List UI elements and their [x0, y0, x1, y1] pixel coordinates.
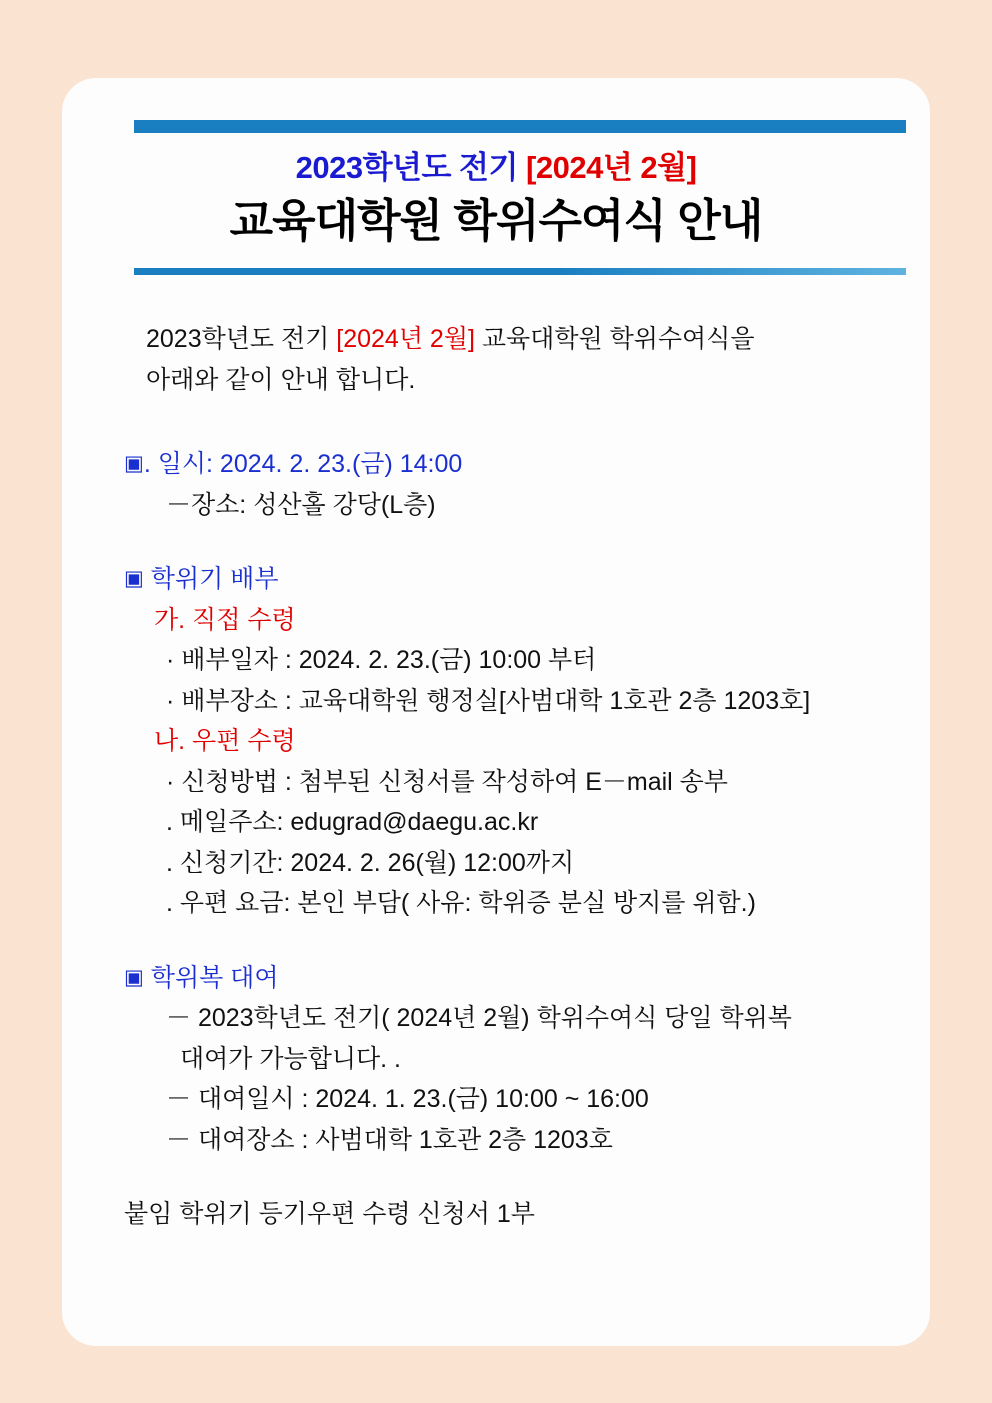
- section-gown-item-1: 대여가 가능합니다. .: [180, 1044, 401, 1073]
- section-diploma-heading-text: 학위기 배부: [143, 565, 279, 594]
- subsection-b-item-2: . 신청기간: 2024. 2. 26(월) 12:00까지: [166, 848, 575, 877]
- notice-card: [62, 78, 930, 1346]
- square-bullet-icon: ▣: [124, 452, 144, 476]
- title-block: [98, 133, 894, 258]
- spacer-3: [124, 924, 872, 958]
- subsection-a-item-1: · 배부장소 : 교육대학원 행정실[사범대학 1호관 2층 1203호]: [166, 686, 811, 715]
- intro-line-2: 아래와 같이 안내 합니다.: [146, 365, 416, 394]
- title-line-1: [98, 149, 894, 188]
- section-gown-heading: [124, 958, 872, 999]
- attachment-note: 붙임 학위기 등기우편 수령 신청서 1부: [124, 1200, 535, 1229]
- subsection-a-label: 가. 직접 수령: [154, 605, 296, 634]
- section-datetime-place: －장소: 성산홀 강당(L층): [166, 490, 436, 519]
- spacer-2: [124, 525, 872, 559]
- intro-text-a: 2023학년도 전기: [146, 325, 337, 354]
- section-datetime-heading: [124, 444, 872, 485]
- section-gown: [124, 958, 872, 1161]
- spacer-4: [124, 1160, 872, 1194]
- intro-date-highlight: [2024년 2월]: [336, 325, 475, 354]
- square-bullet-icon: ▣: [124, 965, 144, 989]
- subsection-b-item-3: . 우편 요금: 본인 부담( 사유: 학위증 분실 방지를 위함.): [166, 889, 756, 918]
- subsection-a-item-0: · 배부일자 : 2024. 2. 23.(금) 10:00 부터: [166, 646, 597, 675]
- section-gown-heading-text: 학위복 대여: [143, 963, 279, 992]
- subsection-b-item-1: . 메일주소: edugrad@daegu.ac.kr: [166, 808, 539, 837]
- title-term-label: 2023학년도 전기: [295, 150, 527, 185]
- section-diploma-heading: [124, 559, 872, 600]
- notice-inner: [62, 78, 930, 1346]
- square-bullet-icon: ▣: [124, 567, 144, 591]
- spacer-1: [124, 410, 872, 444]
- section-datetime-heading-text: . 일시: 2024. 2. 23.(금) 14:00: [143, 450, 463, 479]
- top-divider-bar: [134, 120, 906, 133]
- section-gown-item-2: － 대여일시 : 2024. 1. 23.(금) 10:00 ~ 16:00: [166, 1085, 649, 1114]
- intro-paragraph: [124, 319, 872, 400]
- subsection-b-item-0: · 신청방법 : 첨부된 신청서를 작성하여 E－mail 송부: [166, 767, 728, 796]
- section-diploma: [124, 559, 872, 924]
- section-datetime: [124, 444, 872, 525]
- intro-text-b: 교육대학원 학위수여식을: [474, 325, 755, 354]
- title-line-2: 교육대학원 학위수여식 안내: [229, 194, 763, 246]
- notice-body: [98, 275, 894, 1235]
- subsection-b-label: 나. 우편 수령: [154, 727, 296, 756]
- title-date-bracket: [2024년 2월]: [526, 150, 697, 185]
- section-gown-item-0: － 2023학년도 전기( 2024년 2월) 학위수여식 당일 학위복: [166, 1004, 792, 1033]
- bottom-divider-bar: [134, 268, 906, 275]
- section-gown-item-3: － 대여장소 : 사범대학 1호관 2층 1203호: [166, 1125, 613, 1154]
